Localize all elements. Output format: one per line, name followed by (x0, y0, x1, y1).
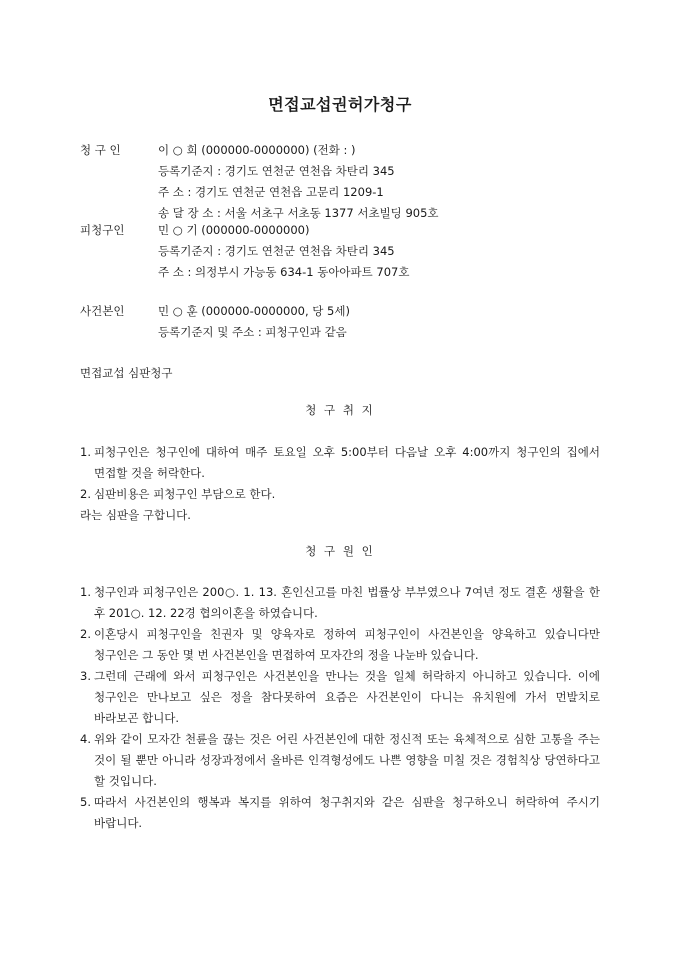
cause-item-number: 2. (80, 627, 91, 641)
cause-item (80, 582, 600, 624)
cause-item-text: 이혼당시 피청구인을 친권자 및 양육자로 정하여 피청구인이 사건본인을 양육하고 있습니다만 청구인은 그 동안 몇 번 사건본인을 면접하여 모자간의 정을 나눈바 있습니다. (94, 627, 600, 662)
case-type: 면접교섭 심판청구 (80, 366, 173, 380)
purpose-item (80, 442, 600, 484)
cause-heading: 청 구 원 인 (305, 544, 375, 558)
cause-item-number: 5. (80, 795, 91, 809)
cause-item-text: 위와 같이 모자간 천륜을 끊는 것은 어린 사건본인에 대한 정신적 또는 육체적으로 심한 고통을 주는 것이 될 뿐만 아니라 성장과정에서 올바른 인격형성에도 나쁜 영향을 미칠 것은 경험칙상 당연하다고 할 것입니다. (94, 732, 600, 788)
document-title: 면접교섭권허가청구 (268, 95, 412, 114)
cause-item-number: 3. (80, 669, 91, 683)
principal-role-label: 사건본인 (80, 304, 125, 318)
cause-item (80, 792, 600, 834)
cause-item-number: 1. (80, 585, 91, 599)
purpose-closing: 라는 심판을 구합니다. (80, 508, 191, 522)
purpose-item (80, 484, 600, 505)
principal-registered: 등록기준지 및 주소 : 피청구인과 같음 (158, 325, 347, 339)
cause-item (80, 624, 600, 666)
respondent-address: 주 소 : 의정부시 가능동 634-1 동아아파트 707호 (158, 265, 410, 279)
purpose-item-number: 2. (80, 487, 91, 501)
petitioner-name: 이 ○ 희 (000000-0000000) (전화 : ) (158, 143, 356, 157)
cause-list (80, 582, 600, 834)
cause-item-text: 청구인과 피청구인은 200○. 1. 13. 혼인신고를 마친 법률상 부부였으나 7여년 정도 결혼 생활을 한 후 201○. 12. 22경 협의이혼을 하였습니다. (94, 585, 600, 620)
petitioner-address: 주 소 : 경기도 연천군 연천읍 고문리 1209-1 (158, 185, 384, 199)
respondent-role-label: 피청구인 (80, 223, 125, 237)
petitioner-registered: 등록기준지 : 경기도 연천군 연천읍 차탄리 345 (158, 164, 395, 178)
respondent-name: 민 ○ 기 (000000-0000000) (158, 223, 310, 237)
cause-item-text: 따라서 사건본인의 행복과 복지를 위하여 청구취지와 같은 심판을 청구하오니 허락하여 주시기 바랍니다. (94, 795, 600, 830)
purpose-item-text: 심판비용은 피청구인 부담으로 한다. (94, 487, 276, 501)
cause-item-text: 그런데 근래에 와서 피청구인은 사건본인을 만나는 것을 일체 허락하지 아니하고 있습니다. 이에 청구인은 만나보고 싶은 정을 참다못하여 요즘은 사건본인이 다니는 유치원에 가서 먼발치로 바라보곤 합니다. (94, 669, 600, 725)
purpose-list (80, 442, 600, 526)
petitioner-block (80, 140, 620, 224)
respondent-registered: 등록기준지 : 경기도 연천군 연천읍 차탄리 345 (158, 244, 395, 258)
cause-item (80, 729, 600, 792)
purpose-item-number: 1. (80, 445, 91, 459)
petitioner-role-label: 청 구 인 (80, 143, 121, 157)
principal-name: 민 ○ 훈 (000000-0000000, 당 5세) (158, 304, 350, 318)
cause-item (80, 666, 600, 729)
principal-block (80, 301, 620, 343)
cause-item-number: 4. (80, 732, 91, 746)
petitioner-delivery-address: 송 달 장 소 : 서울 서초구 서초동 1377 서초빌딩 905호 (158, 206, 439, 220)
purpose-item-text: 피청구인은 청구인에 대하여 매주 토요일 오후 5:00부터 다음날 오후 4:00까지 청구인의 집에서 면접할 것을 허락한다. (94, 445, 600, 480)
respondent-block (80, 220, 620, 283)
purpose-heading: 청 구 취 지 (305, 403, 375, 417)
